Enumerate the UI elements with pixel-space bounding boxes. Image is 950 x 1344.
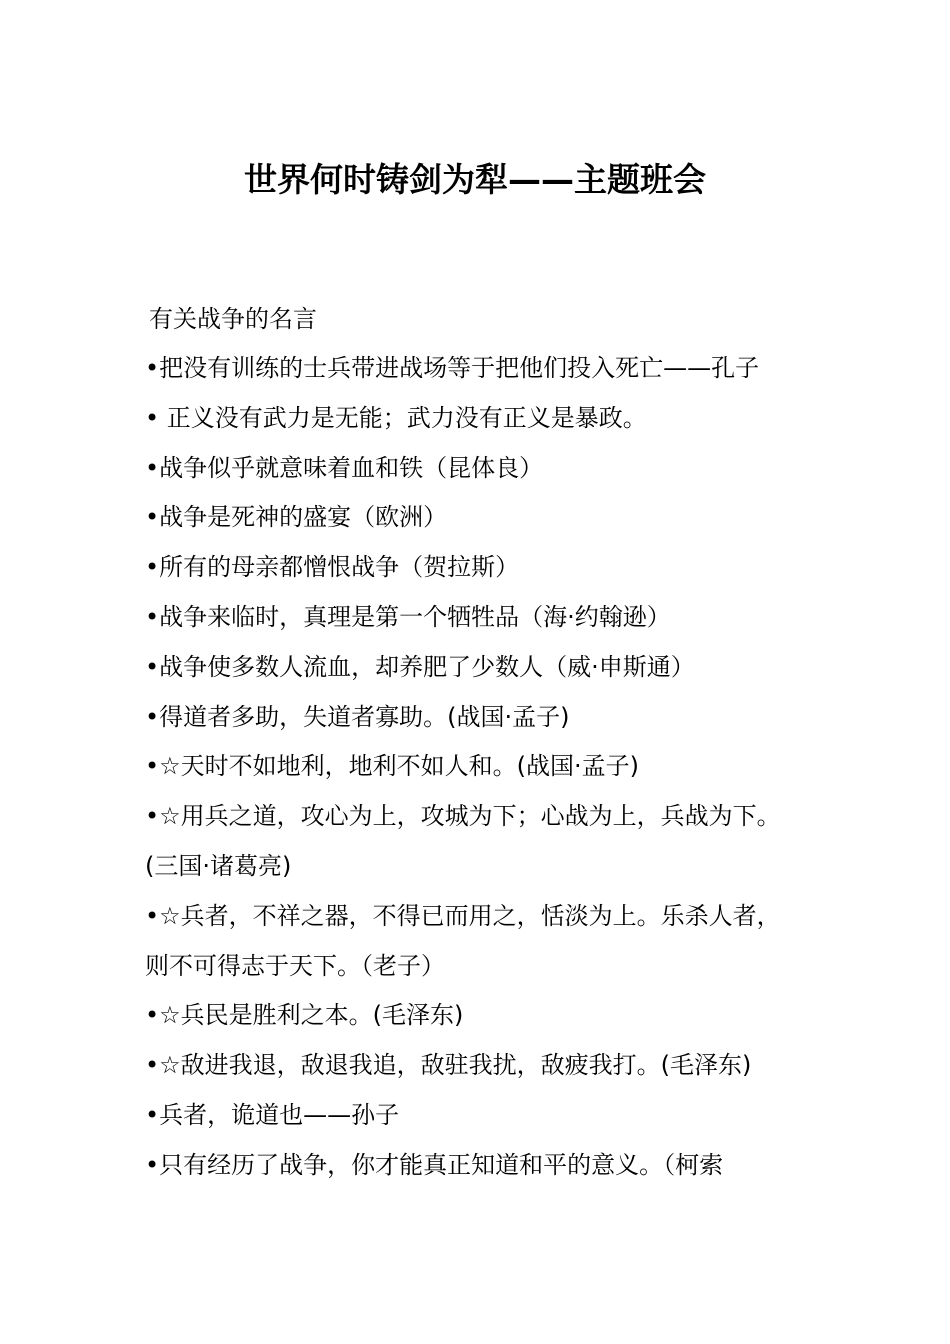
quote-line: •战争来临时，真理是第一个牺牲品（海·约翰逊）	[145, 602, 671, 631]
quote-line: •战争是死神的盛宴（欧洲）	[145, 503, 448, 532]
quote-line: • 正义没有武力是无能；武力没有正义是暴政。	[145, 403, 647, 432]
quote-line: •只有经历了战争，你才能真正知道和平的意义。（柯索	[145, 1150, 724, 1179]
quote-line: •兵者，诡道也——孙子	[145, 1100, 400, 1129]
quote-line: •得道者多助，失道者寡助。(战国·孟子)	[145, 702, 570, 731]
document-title: 世界何时铸剑为犁——主题班会	[244, 160, 706, 199]
section-heading: 有关战争的名言	[149, 305, 317, 333]
quote-line: •战争使多数人流血，却养肥了少数人（威·申斯通）	[145, 652, 695, 681]
quote-line: •所有的母亲都憎恨战争（贺拉斯）	[145, 553, 520, 582]
quote-line: •☆敌进我退，敌退我追，敌驻我扰，敌疲我打。(毛泽东)	[145, 1051, 752, 1080]
quote-line: •☆用兵之道，攻心为上，攻城为下；心战为上，兵战为下。	[145, 802, 781, 831]
quote-line: •把没有训练的士兵带进战场等于把他们投入死亡——孔子	[145, 354, 760, 382]
quote-line: •战争似乎就意味着血和铁（昆体良）	[145, 453, 544, 482]
quote-line: •☆兵者，不祥之器，不得已而用之，恬淡为上。乐杀人者，	[145, 901, 781, 930]
quote-line: •☆兵民是胜利之本。(毛泽东)	[145, 1001, 464, 1030]
quote-line-continuation: 则不可得志于天下。（老子）	[145, 951, 445, 980]
quote-line-continuation: (三国·诸葛亮)	[145, 851, 292, 880]
quote-list	[145, 348, 845, 1195]
quote-line: •☆天时不如地利，地利不如人和。(战国·孟子)	[145, 752, 640, 781]
